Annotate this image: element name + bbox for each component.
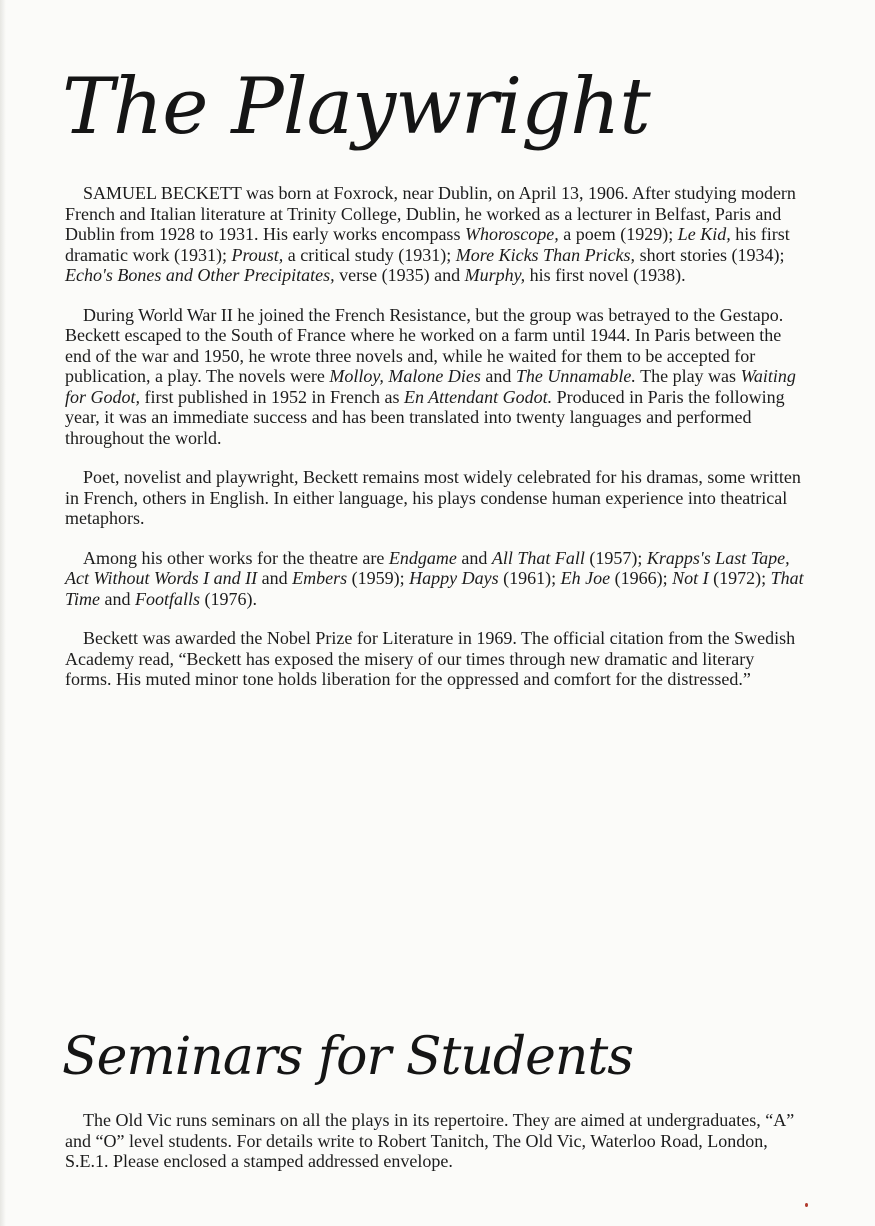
bio-paragraph-early-life: SAMUEL BECKETT was born at Foxrock, near Dublin, on April 13, 1906. After studying modern French and Italian literature at Trinity College, Dublin, he worked as a lecturer in Belfast, Paris and Dublin from 1928 to 1931. His early works encompass Whoroscope, a poem (1929); Le Kid, his first dramatic work (1931); Proust, a critical study (1931); More Kicks Than Pricks, short stories (1934); Echo's Bones and Other Precipitates, verse (1935) and Murphy, his first novel (1938). bbox=[65, 183, 796, 285]
work-title: Endgame bbox=[388, 547, 457, 568]
work-title: Whoroscope, bbox=[464, 224, 559, 244]
work-title: Happy Days bbox=[409, 568, 499, 588]
work-title: Molloy, Malone Dies bbox=[329, 366, 481, 386]
work-title: Embers bbox=[292, 568, 348, 588]
playwright-biography bbox=[65, 183, 805, 709]
work-title: Eh Joe bbox=[560, 568, 611, 588]
work-title: Murphy, bbox=[464, 265, 526, 285]
work-title: En Attendant Godot. bbox=[404, 386, 553, 407]
work-title: The Unnamable. bbox=[515, 366, 636, 386]
heading-seminars-for-students: Seminars for Students bbox=[62, 1027, 633, 1087]
bio-paragraph-war-years: During World War II he joined the French Resistance, but the group was betrayed to the Gestapo. Beckett escaped to the South of France where he worked on a farm until 1944. In Paris between the end of the war and 1950, he wrote three novels and, while he waited for them to be accepted for publication, a play. The novels were Molloy, Malone Dies and The Unnamable. The play was Waiting for Godot, first published in 1952 in French as En Attendant Godot. Produced in Paris the following year, it was an immediate success and has been translated into twenty languages and performed throughout the world. bbox=[65, 304, 796, 448]
work-title: Waiting for Godot, bbox=[65, 366, 796, 407]
heading-the-playwright: The Playwright bbox=[62, 62, 650, 152]
work-title: More Kicks Than Pricks, bbox=[455, 244, 636, 265]
bio-paragraph-nobel-prize: Beckett was awarded the Nobel Prize for Literature in 1969. The official citation from the Swedish Academy read, “Beckett has exposed the misery of our times through new dramatic and literary forms. His muted minor tone holds liberation for the oppressed and comfort for the distressed.” bbox=[65, 628, 796, 689]
work-title: Proust, bbox=[231, 244, 284, 265]
ink-speck bbox=[805, 1203, 808, 1207]
work-title: That Time bbox=[65, 568, 804, 609]
seminars-paragraph: The Old Vic runs seminars on all the plays in its repertoire. They are aimed at undergraduates, “A” and “O” level students. For details write to Robert Tanitch, The Old Vic, Waterloo Road, London, S.E.1. Please enclosed a stamped addressed envelope. bbox=[65, 1110, 795, 1171]
bio-paragraph-reputation: Poet, novelist and playwright, Beckett remains most widely celebrated for his dramas, some written in French, others in English. In either language, his plays condense human experience into theatrical metaphors. bbox=[65, 467, 801, 528]
work-title: Not I bbox=[672, 568, 709, 588]
work-title: Footfalls bbox=[135, 588, 201, 609]
work-title: Krapps's Last Tape, Act Without Words I and II bbox=[65, 547, 790, 588]
work-title: Le Kid, bbox=[677, 224, 731, 244]
work-title: Echo's Bones and Other Precipitates, bbox=[65, 265, 335, 285]
bio-paragraph-other-works: Among his other works for the theatre are Endgame and All That Fall (1957); Krapps's Last Tape, Act Without Words I and II and Embers (1959); Happy Days (1961); Eh Joe (1966); Not I (1972); That Time and Footfalls (1976). bbox=[65, 547, 804, 609]
work-title: All That Fall bbox=[491, 547, 585, 568]
seminars-section bbox=[65, 1110, 805, 1191]
